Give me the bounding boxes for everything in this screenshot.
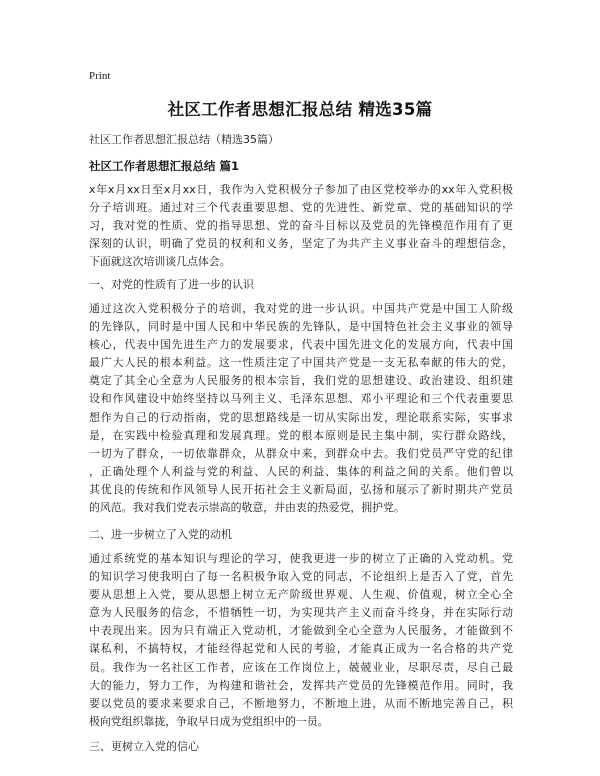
text-line: 一切为了群众，一切依靠群众，从群众中来，到群众中去。我们党员严守党的纪律 — [89, 446, 513, 460]
intro-paragraph — [89, 181, 513, 271]
text-line: 的知识学习使我明白了每一名积极争取入党的同志，不论组织上是否入了党，首先 — [89, 570, 513, 584]
text-line: 中表现出来。因为只有端正入党动机，才能做到全心全意为人民服务，才能做到不 — [89, 624, 513, 638]
text-line: 通过这次入党积极分子的培训，我对党的进一步认识。中国共产党是中国工人阶级 — [89, 302, 513, 315]
text-line: 核心，代表中国先进生产力的发展要求，代表中国先进文化的发展方向，代表中国 — [89, 338, 513, 352]
text-line: 最广大人民的根本利益。这一性质注定了中国共产党是一支无私奉献的伟大的党， — [89, 356, 513, 370]
section-3-title: 三、更树立入党的信心 — [89, 740, 199, 753]
text-line: 想作为自己的行动指南，党的思想路线是一切从实际出发，理论联系实际，实事求 — [89, 410, 513, 424]
text-line: 员。我作为一名社区工作者，应该在工作岗位上，兢兢业业，尽职尽责，尽自己最 — [89, 660, 513, 674]
text-line: 要从思想上入党，要从思想上树立无产阶级世界观、人生观、价值观，树立全心全 — [89, 588, 513, 602]
text-line: 其优良的传统和作风领导人民开拓社会主义新局面，弘扬和展示了新时期共产党员 — [89, 482, 513, 496]
document-subtitle: 社区工作者思想汇报总结（精选35篇） — [89, 133, 279, 146]
page-title: 社区工作者思想汇报总结 精选35篇 — [167, 100, 433, 119]
text-line: x年x月xx日至x月xx日，我作为入党积极分子参加了由区党校举办的xx年入党积极 — [89, 183, 513, 196]
text-line: 大的能力，努力工作，为构建和谐社会，发挥共产党员的先锋模范作用。同时，我 — [89, 678, 513, 692]
article-heading: 社区工作者思想汇报总结 篇1 — [89, 159, 240, 173]
print-label[interactable]: Print — [89, 70, 111, 82]
text-line: 习，我对党的性质、党的指导思想、党的奋斗目标以及党员的先锋模范作用有了更 — [89, 219, 513, 233]
text-line: 的先锋队，同时是中国人民和中华民族的先锋队，是中国特色社会主义事业的领导 — [89, 320, 513, 334]
section-1-title: 一、对党的性质有了进一步的认识 — [89, 278, 254, 291]
text-line: 的风范。我对我们党表示崇高的敬意，并由衷的热爱党，拥护党。 — [89, 501, 405, 515]
text-line: 是，在实践中检验真理和发展真理。党的根本原则是民主集中制，实行群众路线， — [89, 428, 513, 442]
text-line: 要以党员的要求来要求自己，不断地努力，不断地上进，从而不断地完善自己，积 — [89, 696, 513, 710]
section-2-title: 二、进一步树立了入党的动机 — [89, 528, 232, 541]
text-line: ，正确处理个人利益与党的利益、人民的利益、集体的利益之间的关系。他们曾以 — [89, 464, 513, 478]
text-line: 谋私利，不搞特权，才能经得起党和人民的考验，才能真正成为一名合格的共产党 — [89, 642, 513, 656]
section-1-paragraph — [89, 300, 513, 517]
section-2-paragraph — [89, 550, 513, 731]
text-line: 意为人民服务的信念，不惜牺牲一切，为实现共产主义而奋斗终身，并在实际行动 — [89, 606, 513, 620]
text-line: 通过系统党的基本知识与理论的学习，使我更进一步的树立了正确的入党动机。党 — [89, 552, 513, 565]
text-line: 下面就这次培训谈几点体会。 — [89, 255, 231, 269]
text-line: 深刻的认识，明确了党员的权利和义务，坚定了为共产主义事业奋斗的理想信念， — [89, 237, 513, 251]
text-line: 设和作风建设中始终坚持以马列主义、毛泽东思想、邓小平理论和三个代表重要思 — [89, 392, 513, 406]
text-line: 分子培训班。通过对三个代表重要思想、党的先进性、新党章、党的基础知识的学 — [89, 201, 513, 215]
text-line: 极向党组织靠拢，争取早日成为党组织中的一员。 — [89, 714, 329, 728]
text-line: 奠定了其全心全意为人民服务的根本宗旨，我们党的思想建设、政治建设、组织建 — [89, 374, 513, 388]
